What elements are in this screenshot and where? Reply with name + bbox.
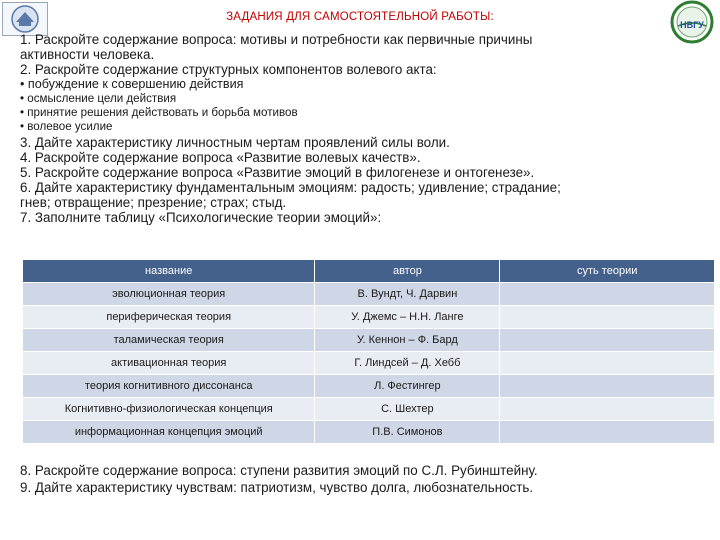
- theory-author: С. Шехтер: [315, 398, 500, 421]
- logo-text: НВГУ: [680, 20, 704, 30]
- question-6-line-1: 6. Дайте характеристику фундаментальным эмоциям: радость; удивление; страдание;: [20, 180, 561, 195]
- theory-author: Г. Линдсей – Д. Хебб: [315, 352, 500, 375]
- theory-name: Когнитивно-физиологическая концепция: [23, 398, 315, 421]
- theory-essence: [500, 375, 715, 398]
- theory-author: У. Кеннон – Ф. Бард: [315, 329, 500, 352]
- table-row: [23, 329, 715, 352]
- question-8: 8. Раскройте содержание вопроса: ступени развития эмоций по С.Л. Рубинштейну.: [20, 463, 538, 478]
- theory-name: таламическая теория: [23, 329, 315, 352]
- question-5: 5. Раскройте содержание вопроса «Развитие эмоций в филогенезе и онтогенезе».: [20, 165, 535, 180]
- table-row: [23, 398, 715, 421]
- header-essence: суть теории: [500, 260, 715, 283]
- theory-name: теория когнитивного диссонанса: [23, 375, 315, 398]
- theory-essence: [500, 283, 715, 306]
- theory-essence: [500, 352, 715, 375]
- theory-name: активационная теория: [23, 352, 315, 375]
- theory-author: У. Джемс – Н.Н. Ланге: [315, 306, 500, 329]
- bullet-item: • побуждение к совершению действия: [20, 77, 672, 92]
- question-1-line-1: 1. Раскройте содержание вопроса: мотивы и потребности как первичные причины: [20, 32, 533, 47]
- theory-essence: [500, 398, 715, 421]
- question-4: 4. Раскройте содержание вопроса «Развитие волевых качеств».: [20, 150, 421, 165]
- table-header-row: [23, 260, 715, 283]
- emotion-theories-table: [22, 259, 715, 444]
- theory-name: эволюционная теория: [23, 283, 315, 306]
- theory-author: П.В. Симонов: [315, 421, 500, 444]
- theory-name: информационная концепция эмоций: [23, 421, 315, 444]
- table-row: [23, 375, 715, 398]
- theory-author: Л. Фестингер: [315, 375, 500, 398]
- question-1-line-2: активности человека.: [20, 47, 155, 62]
- task-list: [20, 32, 672, 225]
- theory-essence: [500, 421, 715, 444]
- question-7: 7. Заполните таблицу «Психологические теории эмоций»:: [20, 210, 382, 225]
- question-9: 9. Дайте характеристику чувствам: патриотизм, чувство долга, любознательность.: [20, 480, 534, 495]
- table-row: [23, 306, 715, 329]
- bullet-item: • принятие решения действовать и борьба мотивов: [20, 106, 672, 120]
- theory-essence: [500, 306, 715, 329]
- theory-name: периферическая теория: [23, 306, 315, 329]
- table-row: [23, 283, 715, 306]
- page-title: ЗАДАНИЯ ДЛЯ САМОСТОЯТЕЛЬНОЙ РАБОТЫ:: [226, 11, 494, 23]
- table-row: [23, 421, 715, 444]
- theory-essence: [500, 329, 715, 352]
- bullet-item: • осмысление цели действия: [20, 92, 672, 106]
- final-tasks: [20, 462, 700, 496]
- question-6-line-2: гнев; отвращение; презрение; страх; стыд.: [20, 195, 287, 210]
- table-row: [23, 352, 715, 375]
- header-name: название: [23, 260, 315, 283]
- question-3: 3. Дайте характеристику личностным чертам проявлений силы воли.: [20, 135, 450, 150]
- header-author: автор: [315, 260, 500, 283]
- question-2: 2. Раскройте содержание структурных компонентов волевого акта:: [20, 62, 437, 77]
- theory-author: В. Вундт, Ч. Дарвин: [315, 283, 500, 306]
- bullet-item: • волевое усилие: [20, 120, 672, 134]
